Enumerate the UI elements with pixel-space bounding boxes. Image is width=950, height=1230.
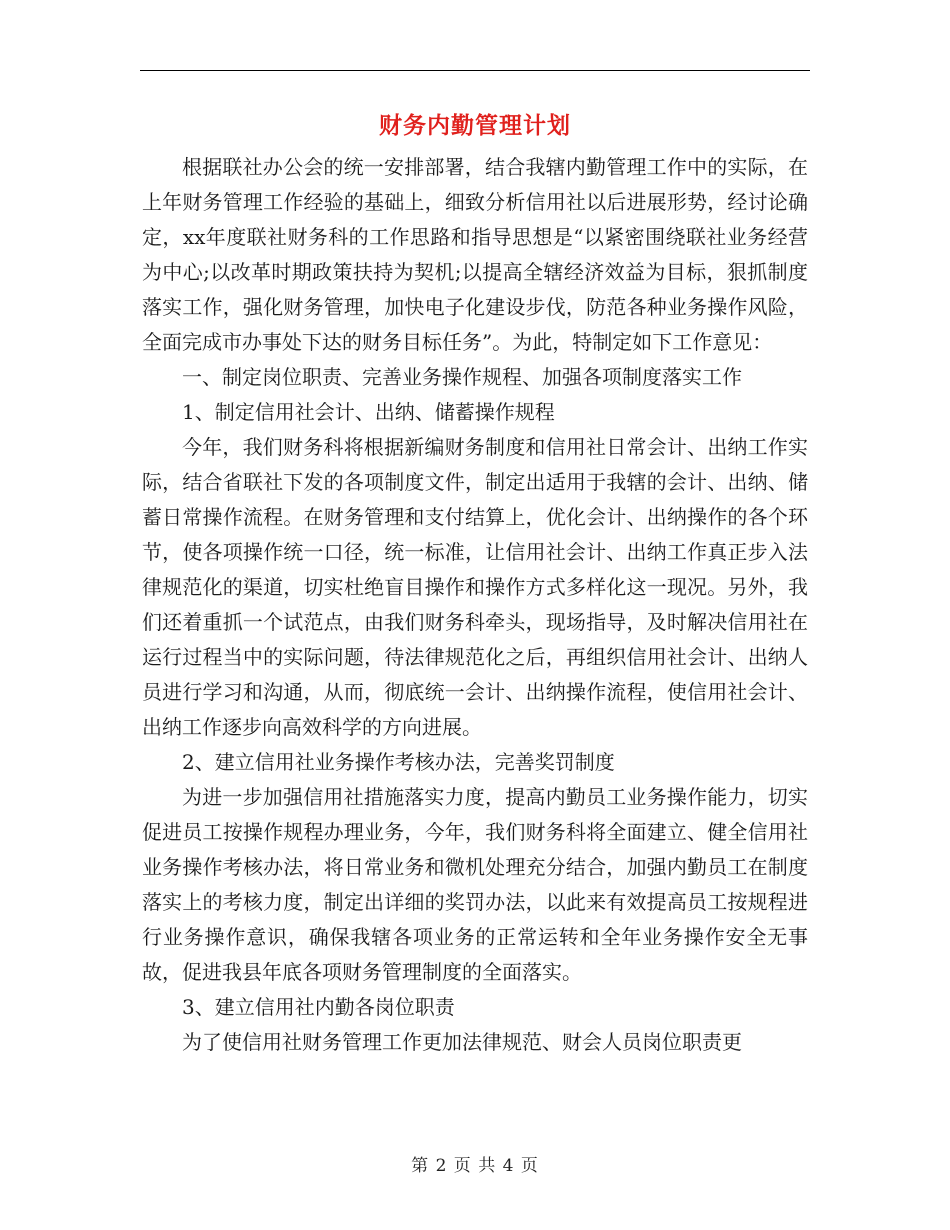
document-body <box>142 150 808 1060</box>
subheading-1: 1、制定信用社会计、出纳、储蓄操作规程 <box>182 400 555 424</box>
paragraph-3: 为了使信用社财务管理工作更加法律规范、财会人员岗位职责更 <box>182 1030 742 1054</box>
header-rule <box>140 70 810 71</box>
subheading-2: 2、建立信用社业务操作考核办法，完善奖罚制度 <box>182 750 615 774</box>
document-title: 财务内勤管理计划 <box>379 112 571 139</box>
paragraph-1: 今年，我们财务科将根据新编财务制度和信用社日常会计、出纳工作实际，结合省联社下发的各项制度文件，制定出适用于我辖的会计、出纳、储蓄日常操作流程。在财务管理和支付结算上，优化会计、出纳操作的各个环节，使各项操作统一口径，统一标准，让信用社会计、出纳工作真正步入法律规范化的渠道，切实杜绝盲目操作和操作方式多样化这一现况。另外，我们还着重抓一个试范点，由我们财务科牵头，现场指导，及时解决信用社在运行过程当中的实际问题，待法律规范化之后，再组织信用社会计、出纳人员进行学习和沟通，从而，彻底统一会计、出纳操作流程，使信用社会计、出纳工作逐步向高效科学的方向进展。 <box>142 435 808 739</box>
subheading-3: 3、建立信用社内勤各岗位职责 <box>182 995 455 1019</box>
section-heading-1: 一、制定岗位职责、完善业务操作规程、加强各项制度落实工作 <box>182 365 742 389</box>
paragraph-2: 为进一步加强信用社措施落实力度，提高内勤员工业务操作能力，切实促进员工按操作规程办理业务，今年，我们财务科将全面建立、健全信用社业务操作考核办法，将日常业务和微机处理充分结合，加强内勤员工在制度落实上的考核力度，制定出详细的奖罚办法，以此来有效提高员工按规程进行业务操作意识，确保我辖各项业务的正常运转和全年业务操作安全无事故，促进我县年底各项财务管理制度的全面落实。 <box>142 785 808 984</box>
paragraph-intro: 根据联社办公会的统一安排部署，结合我辖内勤管理工作中的实际，在上年财务管理工作经验的基础上，细致分析信用社以后进展形势，经讨论确定，xx年度联社财务科的工作思路和指导思想是“以紧密围绕联社业务经营为中心;以改革时期政策扶持为契机;以提高全辖经济效益为目标，狠抓制度落实工作，强化财务管理，加快电子化建设步伐，防范各种业务操作风险，全面完成市办事处下达的财务目标任务”。为此，特制定如下工作意见： <box>142 155 808 354</box>
page-number-footer: 第 2 页 共 4 页 <box>411 1156 539 1176</box>
